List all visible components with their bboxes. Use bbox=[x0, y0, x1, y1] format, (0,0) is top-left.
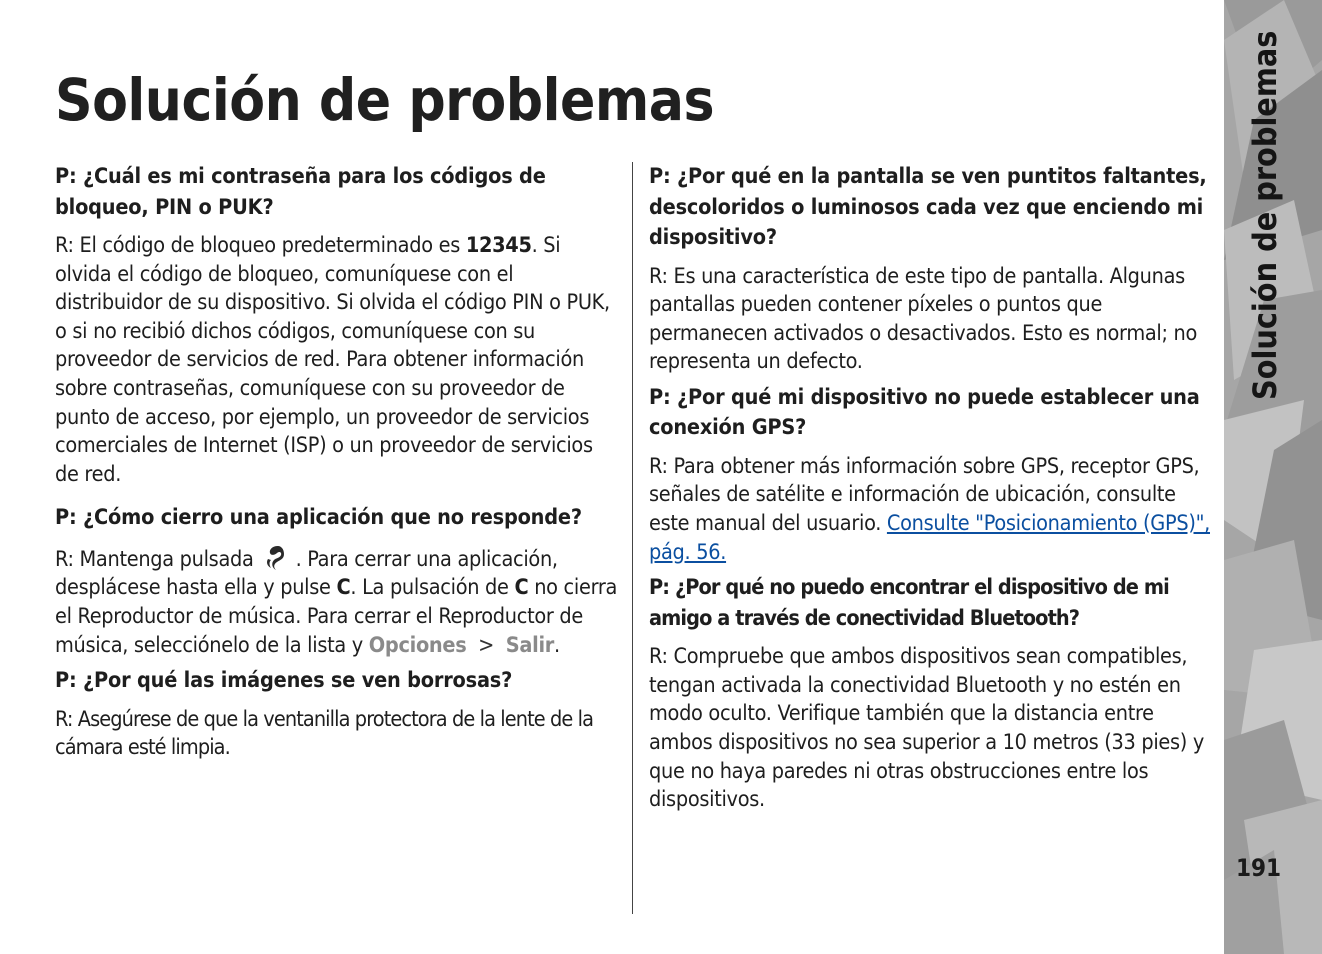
side-tab-title: Solución de problemas bbox=[1246, 30, 1284, 400]
answer-unresponsive-end: . bbox=[554, 632, 560, 658]
gps-section-link[interactable]: Consulte "Posicionamiento (GPS)", pág. 56. bbox=[649, 511, 1210, 565]
faq-right-column bbox=[649, 162, 1215, 821]
page-title: Solución de problemas bbox=[55, 66, 715, 134]
answer-display-dots: R: Es una característica de este tipo de pantalla. Algunas pantallas pueden contener píxeles o puntos que permanecen activados o desactivados. Esto es normal; no representa un defecto. bbox=[649, 263, 1198, 375]
key-c-second: C bbox=[514, 575, 529, 601]
answer-bluetooth: R: Compruebe que ambos dispositivos sean compatibles, tengan activada la conectividad Bluetooth y no estén en modo oculto. Verifique también que la distancia entre ambos dispositivos no sea superior a 10 metros (33 pies) y que no haya paredes ni otras obstrucciones entre los dispositivos. bbox=[649, 644, 1205, 813]
question-lock-codes: P: ¿Cuál es mi contraseña para los códigos de bloqueo, PIN o PUK? bbox=[55, 164, 546, 220]
answer-lock-codes-post: . Si olvida el código de bloqueo, comuníquese con el distribuidor de su dispositivo. Si olvida el código PIN o PUK, o si no recibió dichos códigos, comuníquese con su proveedor de servicios de red. Para obtener información sobre contraseñas, comuníquese con su proveedor de punto de acceso, por ejemplo, un proveedor de servicios comerciales de Internet (ISP) o un proveedor de servicios de red. bbox=[55, 233, 610, 487]
faq-left-column bbox=[55, 162, 621, 769]
answer-unresponsive-app bbox=[55, 543, 621, 660]
question-gps: P: ¿Por qué mi dispositivo no puede establecer una conexión GPS? bbox=[649, 384, 1200, 441]
answer-unresponsive-pre: R: Mantenga pulsada bbox=[55, 546, 254, 572]
question-unresponsive-app: P: ¿Cómo cierro una aplicación que no responde? bbox=[55, 505, 582, 531]
menu-item-salir: Salir bbox=[505, 632, 555, 658]
answer-lock-codes-pre: R: El código de bloqueo predeterminado es bbox=[55, 233, 466, 258]
menu-separator: > bbox=[478, 632, 495, 658]
answer-lock-codes bbox=[55, 232, 621, 489]
menu-item-opciones: Opciones bbox=[368, 632, 467, 658]
answer-unresponsive-mid3: no cierra el Reproductor de música. Para cerrar el Reproductor de música, selecciónelo de la lista y bbox=[55, 575, 618, 658]
key-c: C bbox=[336, 575, 351, 601]
question-bluetooth: P: ¿Por qué no puedo encontrar el dispositivo de mi amigo a través de conectividad Bluetooth? bbox=[649, 575, 1169, 631]
answer-gps bbox=[649, 453, 1215, 567]
answer-blurry-images: R: Asegúrese de que la ventanilla protectora de la lente de la cámara esté limpia. bbox=[55, 706, 594, 761]
default-lock-code: 12345 bbox=[465, 233, 532, 258]
column-divider bbox=[632, 162, 633, 914]
answer-gps-text: R: Para obtener más información sobre GPS, receptor GPS, señales de satélite e información de ubicación, consulte este manual del usuario. bbox=[649, 453, 1200, 537]
question-blurry-images: P: ¿Por qué las imágenes se ven borrosas? bbox=[55, 668, 513, 694]
nokia-menu-key-icon bbox=[262, 543, 290, 573]
page-number: 191 bbox=[1236, 854, 1282, 882]
answer-unresponsive-mid1: . Para cerrar una aplicación, desplácese hasta ella y pulse bbox=[55, 546, 558, 601]
answer-unresponsive-mid2: . La pulsación de bbox=[350, 575, 515, 601]
question-display-dots: P: ¿Por qué en la pantalla se ven puntitos faltantes, descoloridos o luminosos cada vez que enciendo mi dispositivo? bbox=[649, 164, 1207, 250]
